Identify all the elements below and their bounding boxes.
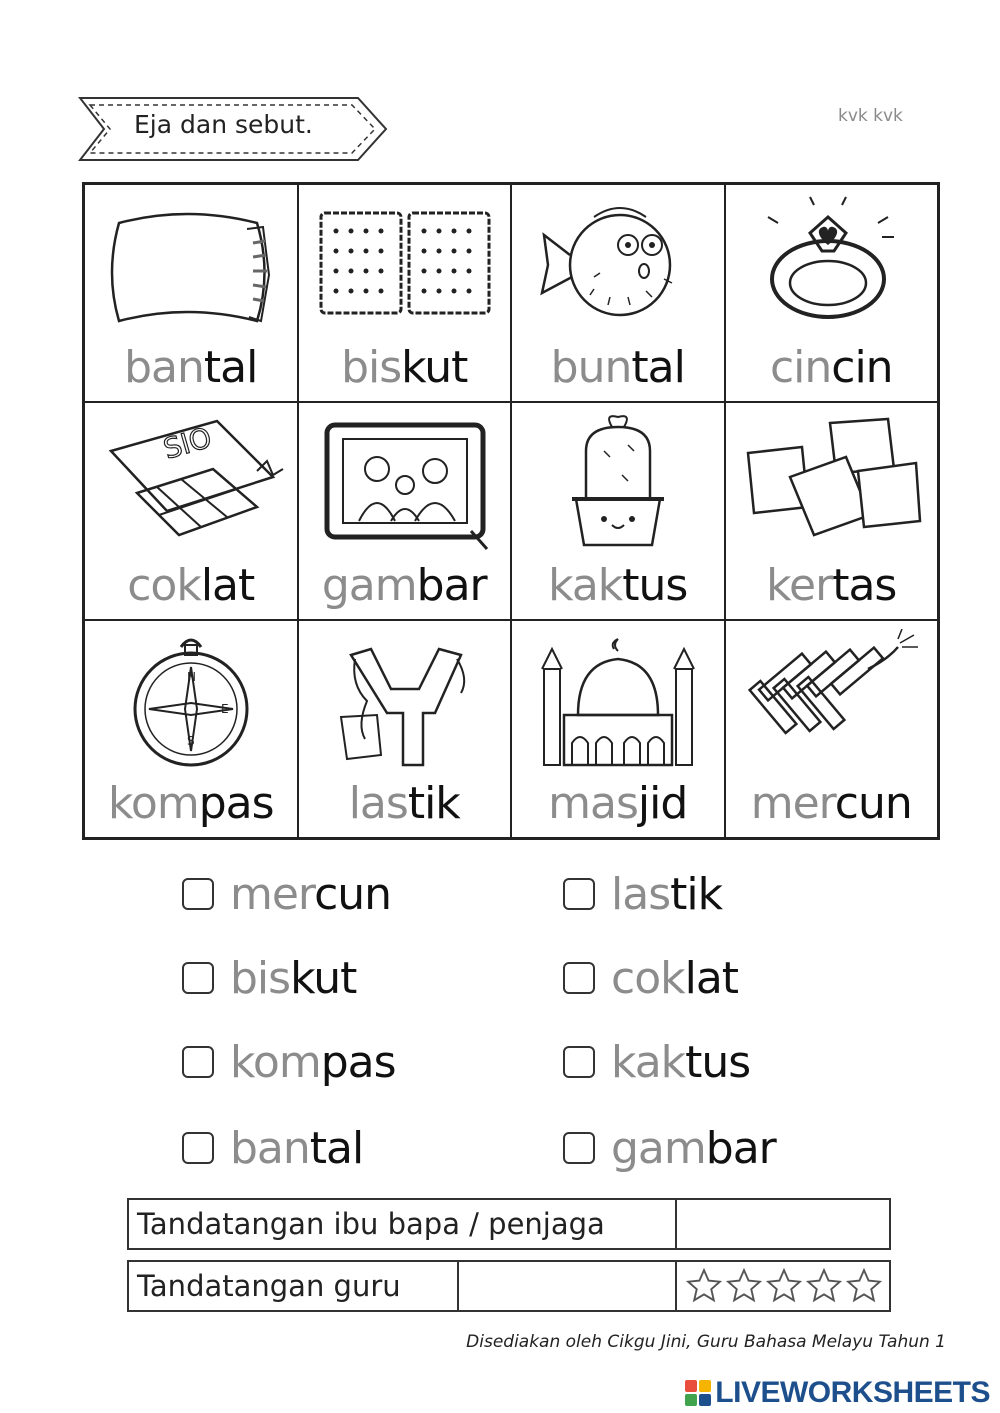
syllable-2: lat [200,560,255,611]
syllable-1: mer [230,868,315,920]
option-coklat [563,948,738,1008]
syllable-2: tas [832,560,897,611]
syllable-1: cok [611,952,685,1004]
card-word [299,778,511,829]
syllable-1: mer [750,778,835,829]
rating-cell [677,1262,889,1310]
option-label [611,1123,776,1174]
card-kertas [725,402,939,620]
card-mercun [725,620,939,838]
teacher-signature-box[interactable] [459,1262,677,1310]
star-icon[interactable] [805,1267,843,1305]
credit-line: Disediakan oleh Cikgu Jini, Guru Bahasa Melayu Tahun 1 [466,1332,946,1352]
syllable-2: tal [631,342,685,393]
option-label [230,869,391,920]
option-label [230,953,356,1004]
parent-signature-label: Tandatangan ibu bapa / penjaga [137,1207,605,1241]
syllable-2: tal [309,1122,364,1174]
option-biskut [182,948,356,1008]
option-mercun [182,864,391,924]
option-checkbox[interactable] [563,1046,595,1078]
option-label [611,953,738,1004]
syllable-2: cun [314,868,392,920]
pufferfish-icon [524,193,712,333]
star-icon[interactable] [845,1267,883,1305]
option-checkbox[interactable] [563,962,595,994]
option-checkbox[interactable] [563,878,595,910]
syllable-2: tal [203,342,258,393]
syllable-2: pas [320,1036,396,1088]
svg-text:S: S [187,734,195,748]
card-word [299,560,511,611]
syllable-1: kom [230,1036,321,1088]
svg-text:N: N [187,670,196,684]
photo-frame-icon [311,411,499,551]
syllable-2: tus [685,1036,751,1088]
syllable-1: gam [611,1122,706,1174]
syllable-1: cok [127,560,201,611]
parent-signature-box[interactable] [677,1200,889,1248]
syllable-2: tik [670,868,723,920]
card-gambar [298,402,512,620]
option-label [611,869,722,920]
syllable-1: bis [341,342,402,393]
syllable-2: bar [705,1122,776,1174]
card-word [512,560,724,611]
card-word [512,778,724,829]
syllable-1: kak [611,1036,686,1088]
option-label [230,1037,396,1088]
syllable-1: las [348,778,408,829]
star-icon[interactable] [685,1267,723,1305]
syllable-2: kut [401,342,468,393]
card-coklat [84,402,298,620]
syllable-1: bis [230,952,291,1004]
card-word [726,778,938,829]
mosque-icon [524,629,712,769]
card-kaktus [511,402,725,620]
card-word [299,342,511,393]
brand-name: LIVEWORKSHEETS [715,1376,990,1409]
syllable-1: ban [124,342,204,393]
syllable-2: cin [831,342,893,393]
option-bantal [182,1118,363,1178]
slingshot-icon [311,629,499,769]
parent-signature-row [127,1198,891,1250]
card-biskut [298,184,512,402]
syllable-1: cin [769,342,832,393]
syllable-2: pas [198,778,274,829]
syllable-2: cun [834,778,912,829]
card-lastik [298,620,512,838]
syllable-1: kak [548,560,623,611]
card-cincin [725,184,939,402]
syllable-1: mas [548,778,638,829]
option-checkbox[interactable] [563,1132,595,1164]
card-word [512,342,724,393]
title-banner [78,96,390,162]
syllable-pattern: kvk kvk [838,106,903,126]
syllable-2: bar [416,560,487,611]
papers-icon [738,411,926,551]
syllable-1: gam [321,560,417,611]
syllable-2: tik [407,778,460,829]
worksheet-title: Eja dan sebut. [134,110,313,139]
cactus-icon [524,411,712,551]
syllable-2: lat [684,952,739,1004]
compass-icon [97,629,285,769]
card-kompas [84,620,298,838]
option-checkbox[interactable] [182,878,214,910]
option-kompas [182,1032,396,1092]
chocolate-icon [97,411,285,551]
ring-icon [738,193,926,333]
syllable-2: tus [622,560,688,611]
syllable-1: ker [766,560,833,611]
card-word [85,342,297,393]
option-label [611,1037,750,1088]
star-rating[interactable] [677,1267,883,1305]
card-word [85,778,297,829]
star-icon[interactable] [765,1267,803,1305]
syllable-1: bun [550,342,632,393]
syllable-2: kut [290,952,357,1004]
svg-text:E: E [221,702,229,716]
option-gambar [563,1118,776,1178]
option-checkbox[interactable] [182,962,214,994]
card-word [726,342,938,393]
card-buntal [511,184,725,402]
syllable-1: ban [230,1122,310,1174]
card-masjid [511,620,725,838]
option-checkbox[interactable] [182,1046,214,1078]
liveworksheets-logo-icon [685,1380,711,1406]
option-checkbox[interactable] [182,1132,214,1164]
svg-text:SIO: SIO [159,420,216,466]
card-word [726,560,938,611]
syllable-1: kom [107,778,199,829]
picture-word-grid [82,182,940,840]
parent-signature-label-cell [129,1200,677,1248]
card-word [85,560,297,611]
brand-logo [685,1376,990,1410]
teacher-signature-row [127,1260,891,1312]
card-bantal [84,184,298,402]
biscuits-icon [311,193,499,333]
firecrackers-icon [738,629,926,769]
option-label [230,1123,363,1174]
pillow-icon [97,193,285,333]
syllable-1: las [611,868,671,920]
teacher-signature-label-cell [129,1262,459,1310]
teacher-signature-label: Tandatangan guru [137,1269,401,1303]
star-icon[interactable] [725,1267,763,1305]
syllable-2: jid [637,778,688,829]
option-kaktus [563,1032,750,1092]
option-lastik [563,864,722,924]
